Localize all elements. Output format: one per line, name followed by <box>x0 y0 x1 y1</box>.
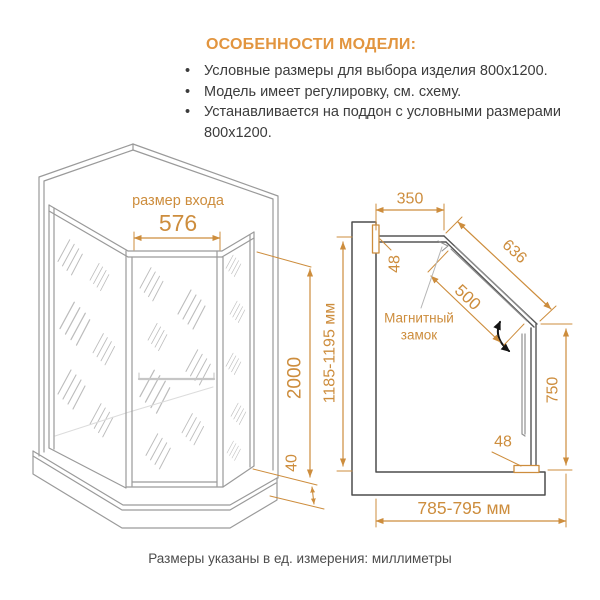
features-title: ОСОБЕННОСТИ МОДЕЛИ: <box>206 36 417 53</box>
bullet-dot: • <box>185 104 191 120</box>
depth-value: 1185-1195 мм <box>321 302 339 404</box>
depth-dimension <box>322 237 352 471</box>
bottom-width-dimension <box>376 474 566 527</box>
wall-profile-value: 48 <box>386 255 404 273</box>
bullet-dot: • <box>185 83 191 100</box>
feature-text: Модель имеет регулировку, см. схему. <box>204 83 462 100</box>
door-panel-open <box>522 334 525 436</box>
shower-tray <box>33 451 277 528</box>
wall-profile-bottom <box>514 466 539 473</box>
tray-inner-edges <box>55 387 213 436</box>
right-width-dimension <box>541 324 572 470</box>
wall-profile-dimension <box>380 239 404 273</box>
units-note: Размеры указаны в ед. измерения: миллиметры <box>148 551 452 566</box>
door-width-value: 500 <box>450 280 485 314</box>
entrance-size-label: размер входа <box>132 193 224 210</box>
magnetic-lock-text-2: замок <box>400 327 438 343</box>
height-value: 2000 <box>284 356 306 400</box>
magnetic-lock-text-1: Магнитный <box>384 310 454 326</box>
top-width-dimension <box>376 191 444 230</box>
tray-height-dimension <box>253 454 324 509</box>
height-dimension <box>257 252 311 477</box>
towel-bar <box>139 373 214 379</box>
top-width-value: 350 <box>396 190 424 208</box>
diagonal-width-value: 636 <box>498 236 530 268</box>
glass-panels-hatching <box>58 240 246 469</box>
bullet-dot: • <box>185 63 191 79</box>
right-width-value: 750 <box>544 376 562 404</box>
feature-text: Устанавливается на поддон с условными размерами 800x1200. <box>204 104 561 141</box>
door-swing-arrow-icon <box>498 322 509 351</box>
entrance-width-dimension <box>132 193 225 250</box>
bottom-profile-dimension <box>492 434 521 466</box>
tray-height-value: 40 <box>283 454 301 472</box>
bottom-profile-value: 48 <box>494 433 512 451</box>
plan-view-diagram <box>322 191 572 527</box>
bottom-width-value: 785-795 мм <box>417 498 511 519</box>
feature-text: Условные размеры для выбора изделия 800x1200. <box>204 63 548 79</box>
perspective-view-diagram <box>33 144 324 528</box>
entrance-width-value: 576 <box>158 210 198 237</box>
